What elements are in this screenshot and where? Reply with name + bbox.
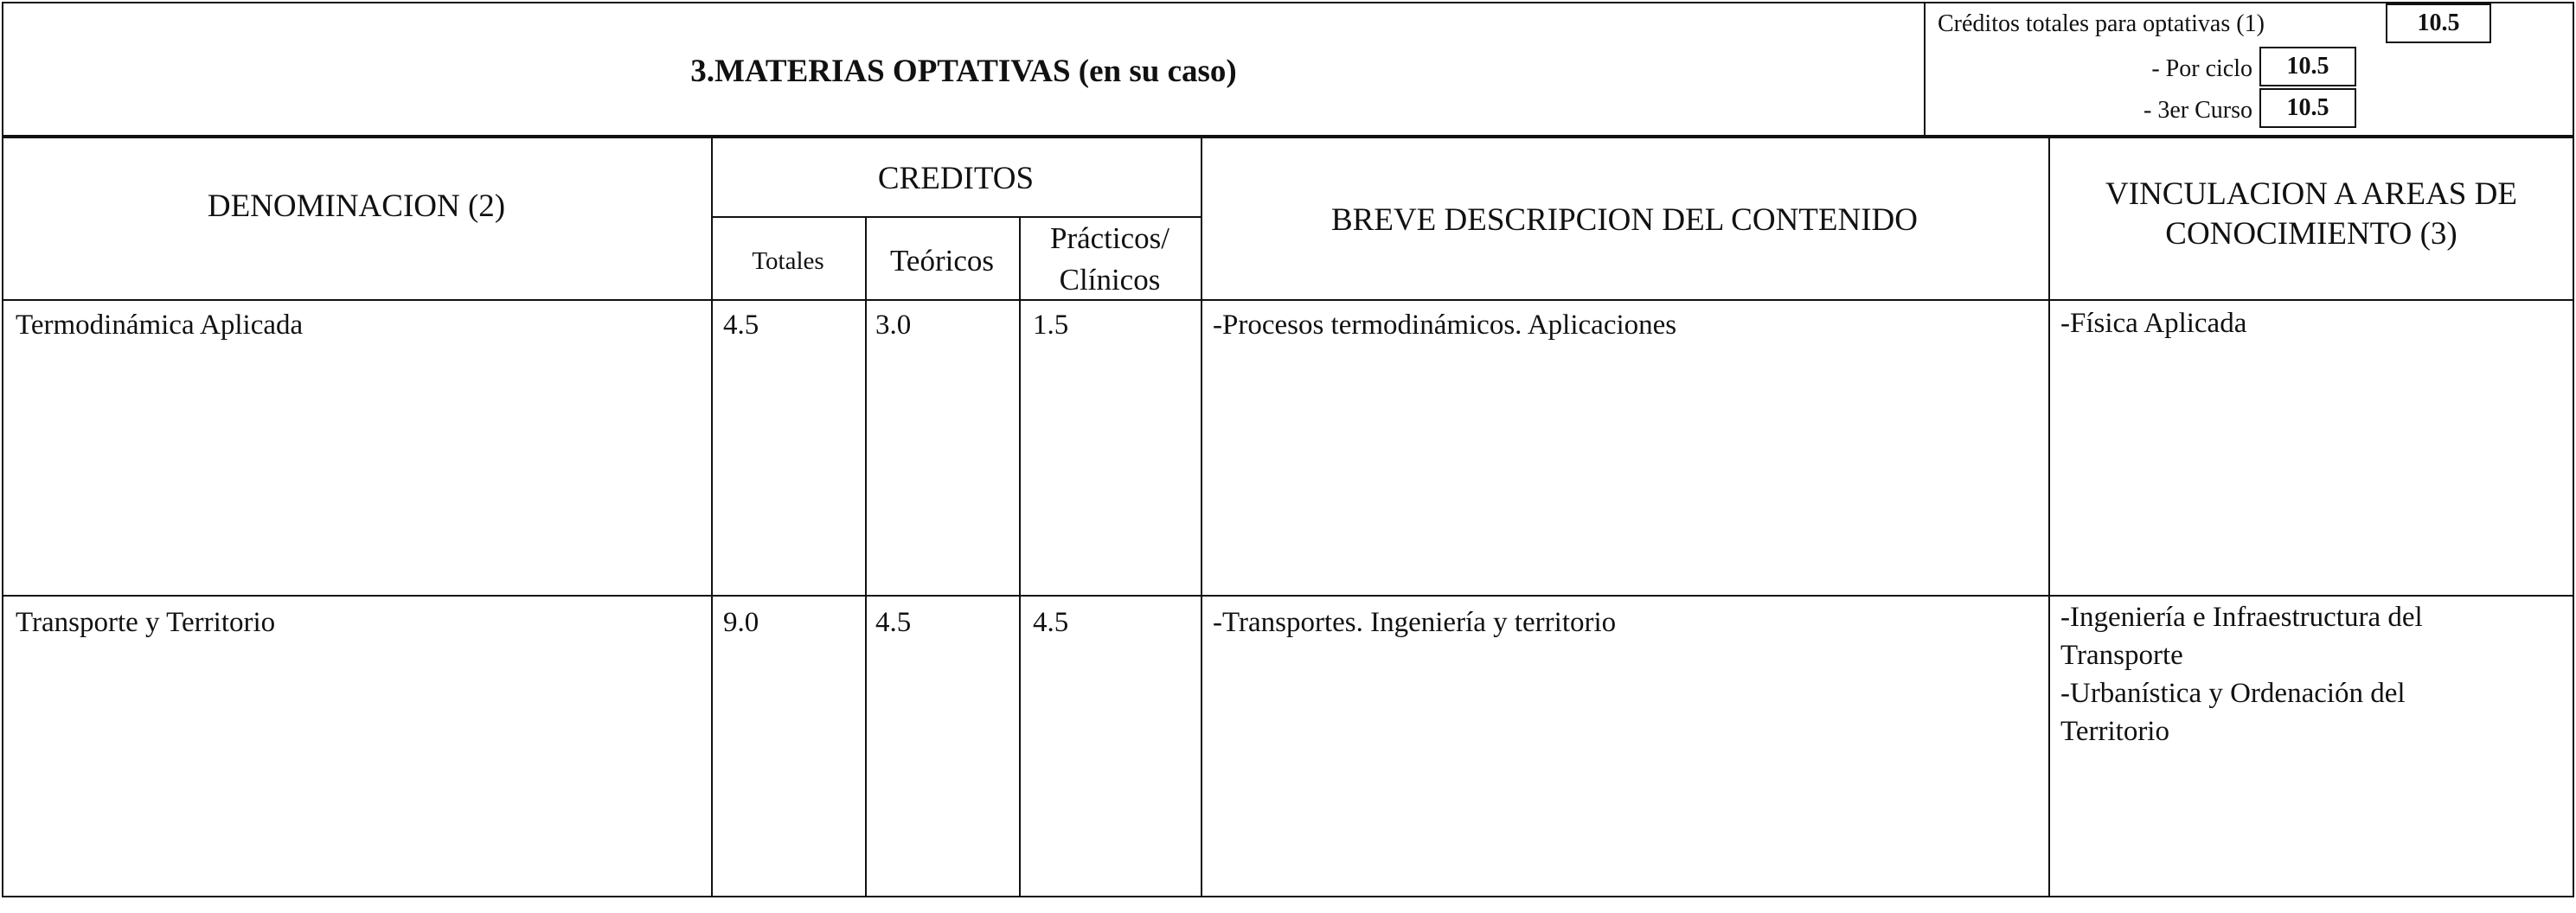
header-teoricos: Teóricos: [889, 244, 994, 278]
row2-area-4: Territorio: [2060, 716, 2169, 747]
row2-area-1: -Ingeniería e Infraestructura del: [2060, 602, 2423, 633]
row-separator: [2, 595, 2574, 597]
header-totales: Totales: [752, 247, 824, 275]
row2-descripcion: -Transportes. Ingeniería y territorio: [1213, 607, 1617, 638]
header-practicos-line2: Clínicos: [1059, 263, 1161, 297]
section-title: 3.MATERIAS OPTATIVAS (en su caso): [690, 54, 1237, 89]
header-vinculacion-line2: CONOCIMIENTO (3): [2165, 216, 2457, 252]
creditos-sub-line: [711, 216, 1201, 218]
row1-totales: 4.5: [723, 310, 759, 341]
row2-denominacion: Transporte y Territorio: [16, 607, 276, 638]
header-vinculacion-line1: VINCULACION A AREAS DE: [2105, 176, 2517, 212]
row2-area-3: -Urbanística y Ordenación del: [2060, 678, 2406, 709]
credits-curso-value: 10.5: [2259, 88, 2356, 128]
col-line-4: [1201, 137, 1202, 897]
credits-ciclo-value: 10.5: [2259, 47, 2356, 86]
header-creditos: CREDITOS: [877, 161, 1035, 196]
row1-area-1: -Física Aplicada: [2060, 308, 2247, 339]
credits-curso-label: - 3er Curso: [2143, 97, 2252, 124]
credits-total-label: Créditos totales para optativas (1): [1938, 10, 2265, 37]
header-descripcion: BREVE DESCRIPCION DEL CONTENIDO: [1331, 202, 1918, 238]
row1-practicos: 1.5: [1033, 310, 1069, 341]
row2-area-2: Transporte: [2060, 640, 2183, 671]
row2-teoricos: 4.5: [875, 607, 912, 638]
row1-denominacion: Termodinámica Aplicada: [16, 310, 304, 341]
row1-descripcion: -Procesos termodinámicos. Aplicaciones: [1213, 310, 1677, 341]
credits-ciclo-label: - Por ciclo: [2151, 55, 2252, 82]
credits-total-value: 10.5: [2386, 3, 2491, 43]
row2-totales: 9.0: [723, 607, 759, 638]
col-line-2: [865, 216, 867, 897]
col-line-3: [1019, 216, 1021, 897]
header-practicos-line1: Prácticos/: [1049, 221, 1170, 255]
header-denominacion: DENOMINACION (2): [207, 188, 506, 224]
row2-practicos: 4.5: [1033, 607, 1069, 638]
row1-teoricos: 3.0: [875, 310, 912, 341]
header-bottom-line: [2, 299, 2574, 301]
